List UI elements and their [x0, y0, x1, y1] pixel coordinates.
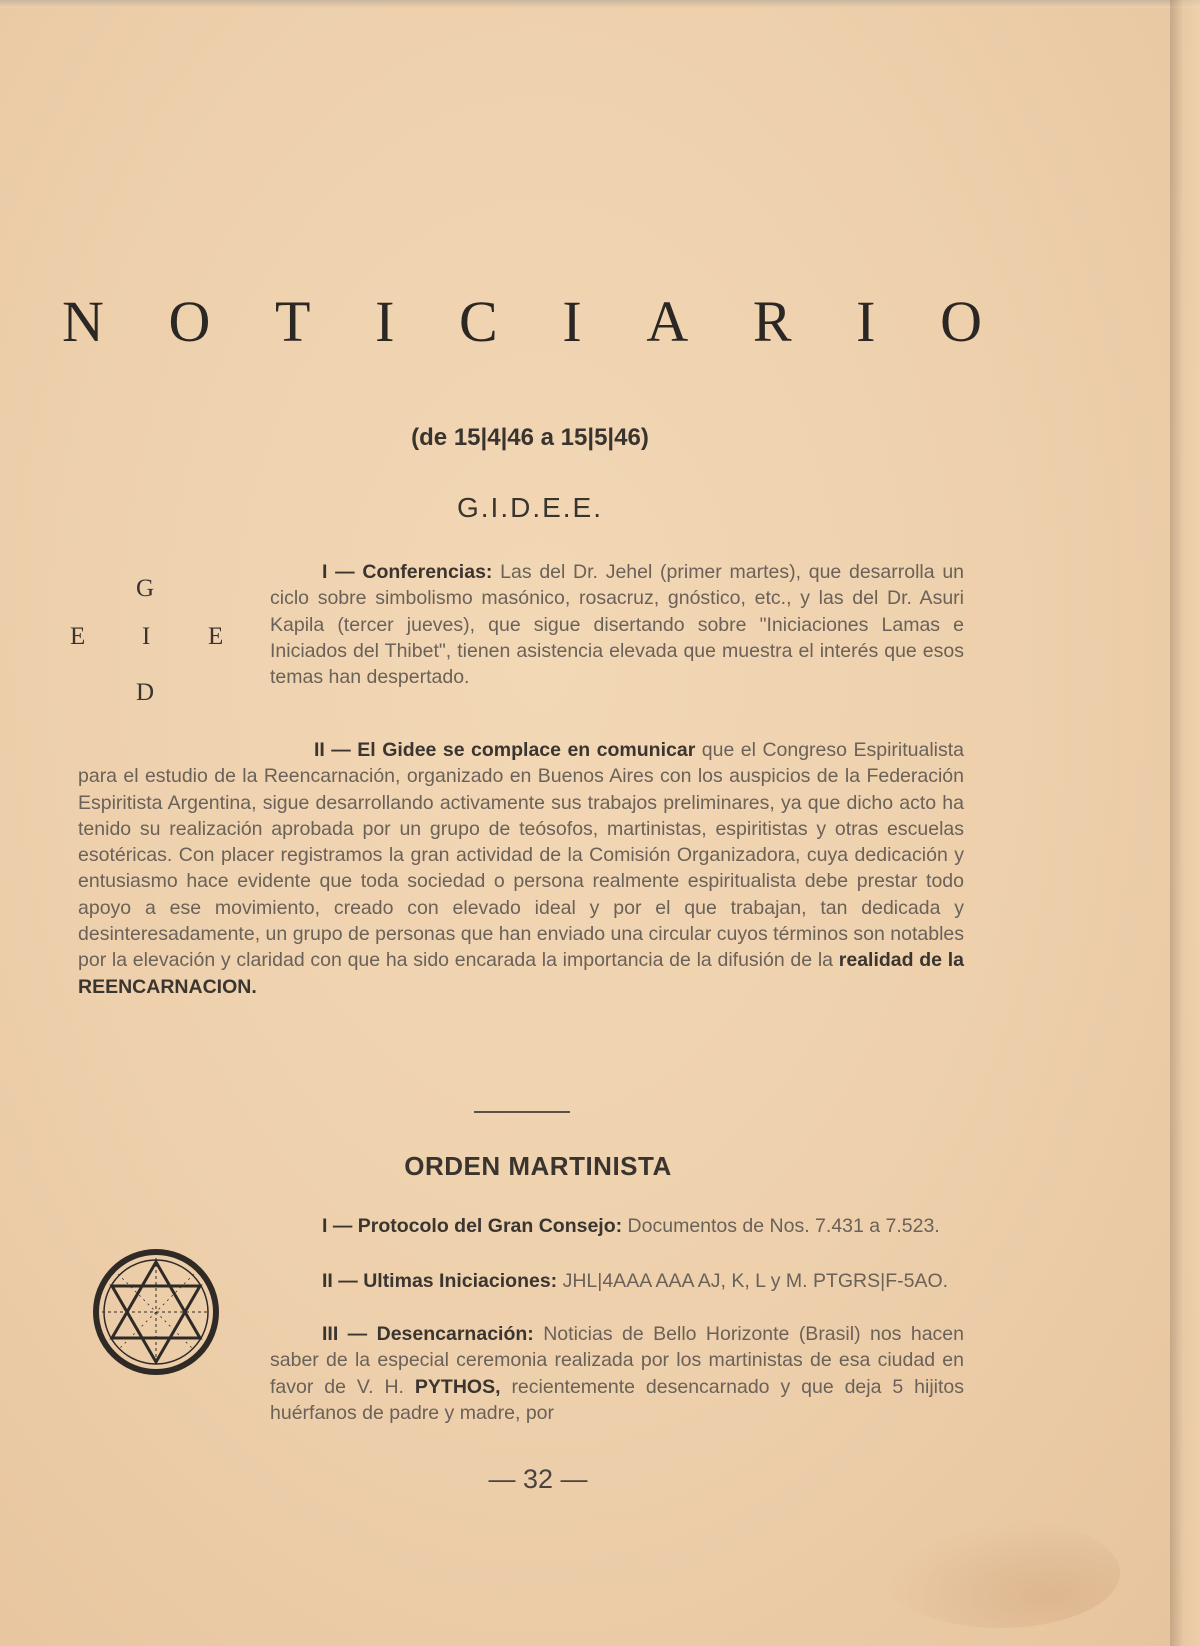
- title-letter: R: [752, 289, 792, 354]
- gidee-item-conferencias: [270, 559, 964, 690]
- page-number: — 32 —: [488, 1464, 588, 1494]
- title-letter: I: [375, 289, 395, 354]
- gidee-heading: G.I.D.E.E.: [456, 492, 604, 523]
- om-item-desencarnacion: [270, 1321, 964, 1426]
- title-letter: C: [459, 289, 498, 354]
- title-letter: I: [856, 289, 876, 354]
- title-letter: O: [940, 289, 982, 354]
- paper-stain: [880, 1518, 1120, 1628]
- section-divider: [474, 1111, 570, 1113]
- item-number: II —: [322, 1270, 358, 1292]
- page-title: [62, 288, 982, 355]
- logo-letter-left: E: [70, 623, 86, 650]
- page-top-edge: [0, 0, 1200, 8]
- title-letter: I: [562, 289, 582, 354]
- logo-letter-top: G: [136, 575, 155, 602]
- title-letter: N: [62, 289, 104, 354]
- item-number: I —: [322, 1215, 353, 1237]
- date-range: (de 15|4|46 a 15|5|46): [411, 424, 649, 451]
- om-item-iniciaciones: [270, 1268, 964, 1294]
- item-number: III —: [322, 1323, 368, 1345]
- title-letter: O: [168, 289, 211, 354]
- title-letter: A: [646, 289, 689, 354]
- item-number: I —: [322, 561, 355, 583]
- item-closing: realidad de la REENCARNACION.: [78, 949, 965, 998]
- title-letter: T: [275, 289, 311, 354]
- item-number: II —: [314, 739, 351, 761]
- item-text: Noticias de Bello Horizonte (Brasil) nos hacen saber de la especial ceremonia realizada por los martinistas de esa ciudad en favor de V. H.: [270, 1323, 964, 1398]
- gidee-letter-cross: [64, 575, 234, 715]
- item-text: JHL|4AAA AAA AJ, K, L y M. PTGRS|F-5AO.: [562, 1270, 949, 1292]
- item-text-after: recientemente desencarnado y que deja 5 hijitos huérfanos de padre y madre, por: [270, 1375, 965, 1424]
- item-label: Ultimas Iniciaciones:: [363, 1270, 558, 1292]
- logo-letter-center: I: [142, 623, 151, 650]
- item-name: PYTHOS,: [414, 1375, 501, 1398]
- page-right-edge: [1170, 0, 1200, 1646]
- orden-martinista-heading: ORDEN MARTINISTA: [404, 1151, 672, 1181]
- item-label: Conferencias:: [362, 561, 493, 583]
- item-label: Protocolo del Gran Consejo:: [357, 1215, 623, 1237]
- logo-letter-bottom: D: [136, 679, 155, 706]
- item-text: que el Congreso Espiritualista para el estudio de la Reencarnación, organizado en Buenos Aires con los auspicios de la Federación Espiritista Argentina, sigue desarrollando activamente sus trabajos preliminares, ya que dicho acto ha tenido su realización aprobada por un grupo de teósofos, martinistas, espiritistas y otras escuelas esotéricas. Con placer registramos la gran actividad de la Comisión Organizadora, cuya dedicación y entusiasmo hace evidente que toda sociedad o persona realmente espiritualista debe prestar todo apoyo a ese movimiento, creado con elevado ideal y por el que trabajan, tan dedicada y desinteresadamente, un grupo de personas que han enviado una circular cuyos términos son notables por la elevación y claridad con que ha sido encarada la importancia de la difusión de la: [78, 739, 965, 972]
- item-label: Desencarnación:: [376, 1323, 534, 1345]
- item-text: Documentos de Nos. 7.431 a 7.523.: [627, 1215, 940, 1237]
- martinist-hexagram-seal-icon: [92, 1248, 220, 1376]
- om-item-protocolo: [270, 1213, 964, 1239]
- logo-letter-right: E: [208, 623, 224, 650]
- gidee-item-congreso: [78, 737, 964, 1000]
- item-label: El Gidee se complace en comunicar: [357, 739, 696, 761]
- item-text: Las del Dr. Jehel (primer martes), que desarrolla un ciclo sobre simbolismo masónico, rosacruz, gnóstico, etc., y las del Dr. Asuri Kapila (tercer jueves), que sigue disertando sobre "Iniciaciones Lamas e Iniciados del Thibet", tienen asistencia elevada que muestra el interés que esos temas han despertado.: [270, 561, 965, 689]
